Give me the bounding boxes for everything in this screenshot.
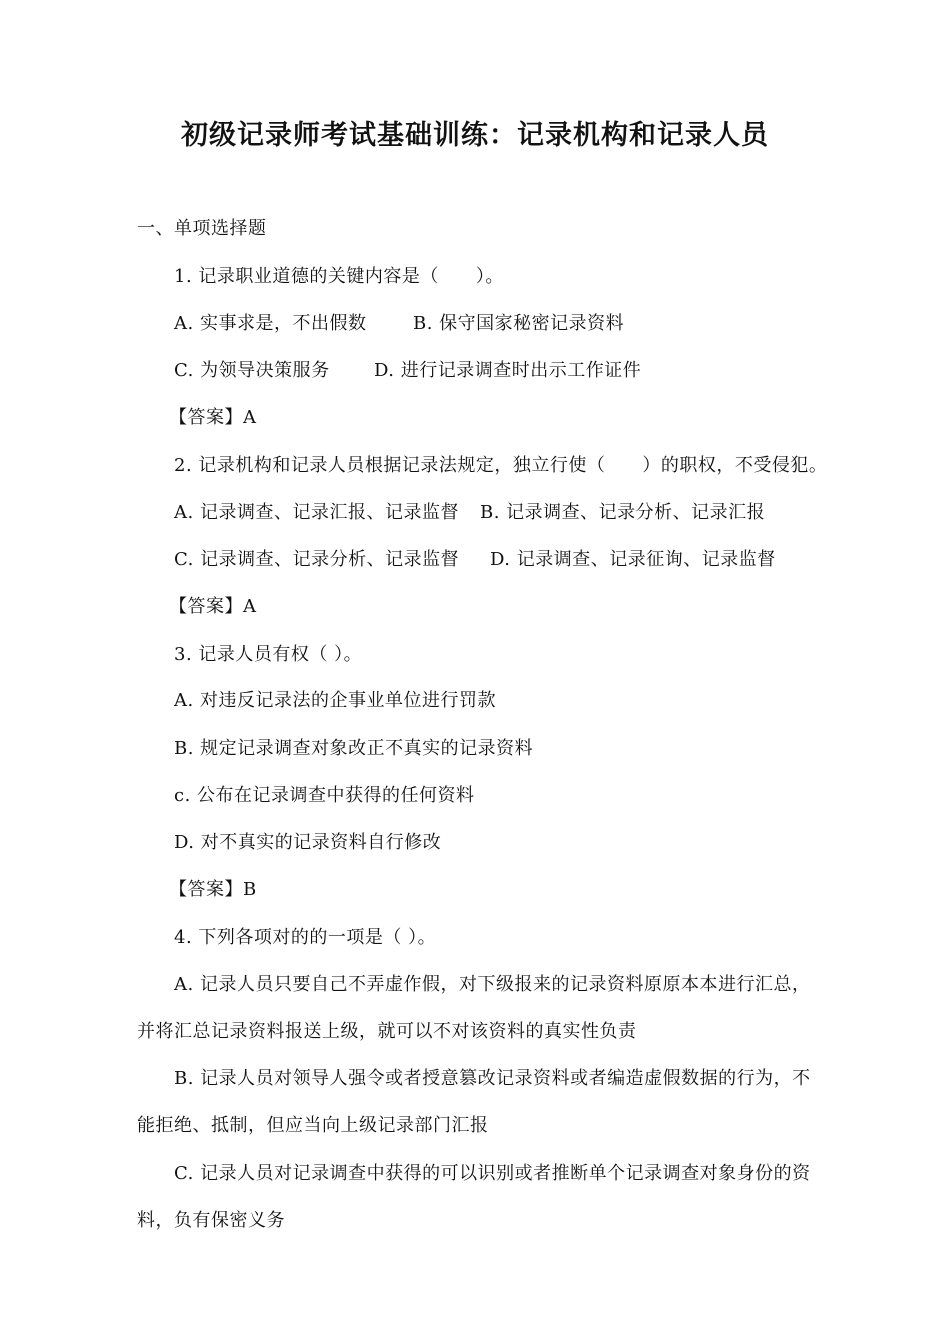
question-1-stem: 1. 记录职业道德的关键内容是（ ）。 bbox=[174, 266, 504, 287]
question-3-stem: 3. 记录人员有权（ ）。 bbox=[174, 644, 363, 665]
question-1-option-d: D. 进行记录调查时出示工作证件 bbox=[374, 360, 642, 381]
question-1-option-a: A. 实事求是，不出假数 bbox=[174, 313, 367, 334]
question-3-option-c: c. 公布在记录调查中获得的任何资料 bbox=[174, 785, 475, 806]
question-2-option-b: B. 记录调查、记录分析、记录汇报 bbox=[480, 502, 766, 523]
question-2-answer: 【答案】A bbox=[169, 596, 257, 617]
question-4-option-c-line-1: C. 记录人员对记录调查中获得的可以识别或者推断单个记录调查对象身份的资 bbox=[174, 1163, 811, 1184]
question-2-option-d: D. 记录调查、记录征询、记录监督 bbox=[490, 549, 776, 570]
question-2-option-c: C. 记录调查、记录分析、记录监督 bbox=[174, 549, 460, 570]
document-title: 初级记录师考试基础训练：记录机构和记录人员 bbox=[181, 120, 769, 151]
question-4-option-b-line-2: 能拒绝、抵制，但应当向上级记录部门汇报 bbox=[137, 1115, 489, 1136]
question-4-option-b-line-1: B. 记录人员对领导人强令或者授意篡改记录资料或者编造虚假数据的行为，不 bbox=[174, 1068, 811, 1089]
question-4-option-a-line-2: 并将汇总记录资料报送上级，就可以不对该资料的真实性负责 bbox=[137, 1021, 637, 1042]
question-1-option-b: B. 保守国家秘密记录资料 bbox=[413, 313, 625, 334]
section-heading: 一、单项选择题 bbox=[137, 218, 267, 239]
question-1-option-c: C. 为领导决策服务 bbox=[174, 360, 330, 381]
question-4-option-a-line-1: A. 记录人员只要自己不弄虚作假，对下级报来的记录资料原原本本进行汇总， bbox=[174, 974, 811, 995]
question-2-stem: 2. 记录机构和记录人员根据记录法规定，独立行使（ ）的职权，不受侵犯。 bbox=[174, 455, 828, 476]
question-3-option-a: A. 对违反记录法的企事业单位进行罚款 bbox=[174, 690, 496, 711]
question-3-option-b: B. 规定记录调查对象改正不真实的记录资料 bbox=[174, 738, 534, 759]
question-3-answer: 【答案】B bbox=[169, 879, 257, 900]
question-1-answer: 【答案】A bbox=[169, 407, 257, 428]
question-4-stem: 4. 下列各项对的的一项是（ ）。 bbox=[174, 927, 437, 948]
question-4-option-c-line-2: 料，负有保密义务 bbox=[137, 1210, 285, 1231]
question-3-option-d: D. 对不真实的记录资料自行修改 bbox=[174, 832, 442, 853]
question-2-option-a: A. 记录调查、记录汇报、记录监督 bbox=[174, 502, 459, 523]
